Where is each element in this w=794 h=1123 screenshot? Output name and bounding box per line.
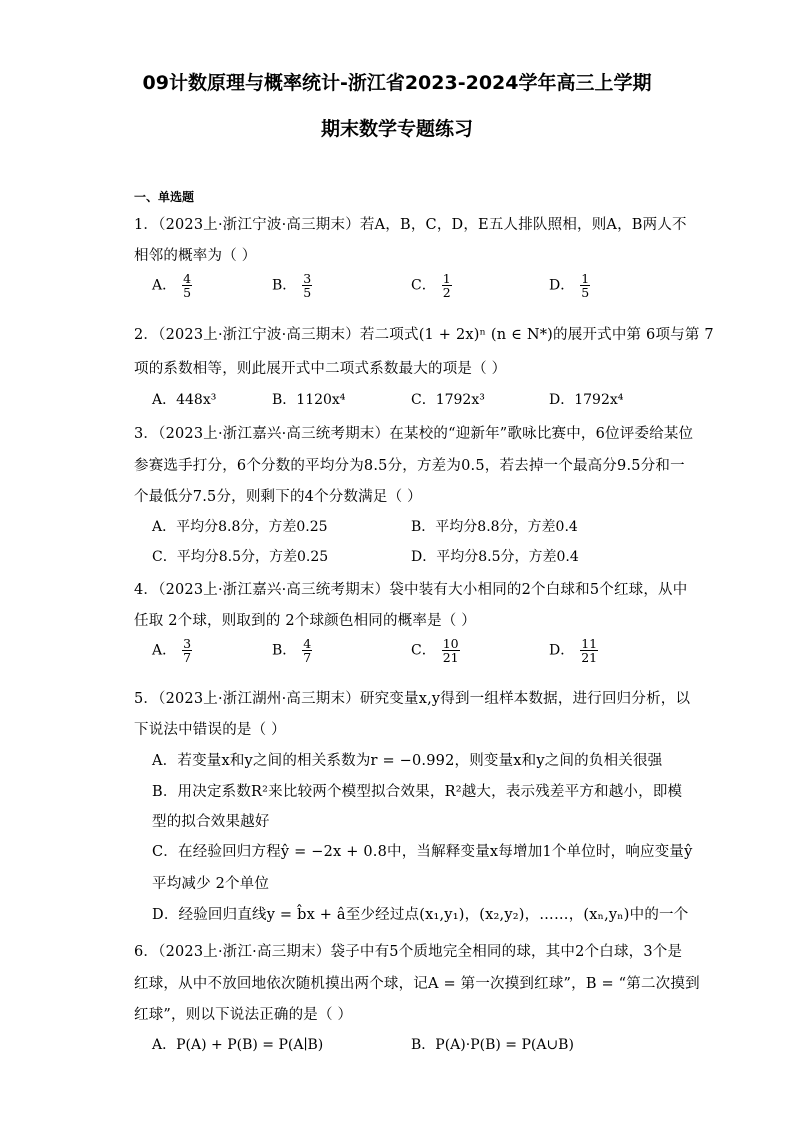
fraction [182, 637, 192, 664]
q4-option-d [549, 637, 598, 664]
q2-stem-line1: 2．（2023上·浙江宁波·高三期末）若二项式(1 + 2x)ⁿ (n ∈ N*)的展开式中第 6项与第 7 [134, 327, 714, 343]
numerator: 1 [442, 271, 451, 286]
q5-option-c-line1: C．在经验回归方程ŷ = −2x + 0.8中，当解释变量x每增加1个单位时，响应变量ŷ [152, 844, 693, 860]
option-letter: C． [411, 642, 436, 659]
q3-stem-line3: 个最低分7.5分，则剩下的4个分数满足（ ） [134, 489, 422, 505]
fraction [580, 637, 598, 664]
option-letter: B． [272, 642, 297, 659]
fraction [302, 272, 312, 299]
option-letter: C． [411, 277, 436, 294]
q3-option-a: A．平均分8.8分，方差0.25 [152, 519, 328, 535]
option-letter: D． [549, 277, 575, 294]
q3-stem-line1: 3．（2023上·浙江嘉兴·高三统考期末）在某校的“迎新年”歌咏比赛中，6位评委给某位 [134, 426, 694, 442]
q3-option-c: C．平均分8.5分，方差0.25 [152, 549, 329, 565]
q4-option-c [411, 637, 460, 664]
q5-stem-line2: 下说法中错误的是（ ） [134, 722, 286, 738]
q5-option-c-line2: 平均减少 2个单位 [152, 876, 270, 892]
q6-option-a: A．P(A) + P(B) = P(A∣B) [152, 1037, 324, 1053]
q6-stem-line3: 红球”，则以下说法正确的是（ ） [134, 1007, 353, 1023]
q1-option-c [411, 272, 452, 299]
q1-option-b [272, 272, 312, 299]
numerator: 3 [183, 636, 192, 651]
q4-stem-line1: 4．（2023上·浙江嘉兴·高三统考期末）袋中装有大小相同的2个白球和5个红球，从中 [134, 582, 688, 598]
denominator: 5 [303, 285, 312, 301]
page-title-line2: 期末数学专题练习 [320, 118, 473, 140]
q4-option-a [152, 637, 192, 664]
option-letter: A． [152, 642, 177, 659]
q3-stem-line2: 参赛选手打分，6个分数的平均分为8.5分，方差为0.5，若去掉一个最高分9.5分和一 [134, 458, 685, 474]
numerator: 3 [303, 271, 312, 286]
denominator: 7 [183, 650, 192, 666]
denominator: 7 [303, 650, 312, 666]
q4-option-b [272, 637, 312, 664]
denominator: 5 [581, 285, 590, 301]
q1-option-d [549, 272, 590, 299]
page-title-line1: 09计数原理与概率统计-浙江省2023-2024学年高三上学期 [142, 72, 652, 94]
fraction [182, 272, 192, 299]
q3-option-b: B．平均分8.8分，方差0.4 [411, 519, 578, 535]
denominator: 21 [581, 650, 598, 666]
section-heading: 一、单选题 [134, 190, 195, 204]
numerator: 11 [581, 636, 598, 651]
option-letter: D． [549, 642, 575, 659]
q1-stem-line1: 1．（2023上·浙江宁波·高三期末）若A，B，C，D，E五人排队照相，则A，B两人不 [134, 217, 687, 233]
fraction [442, 272, 452, 299]
q5-option-d: D．经验回归直线y = b̂x + â至少经过点(x₁,y₁)，(x₂,y₂)，……，(xₙ,yₙ)中的一个 [152, 907, 689, 923]
q4-stem-line2: 任取 2个球，则取到的 2个球颜色相同的概率是（ ） [134, 613, 476, 629]
option-letter: B． [272, 277, 297, 294]
q5-stem-line1: 5．（2023上·浙江湖州·高三期末）研究变量x,y得到一组样本数据，进行回归分析，以 [134, 691, 691, 707]
fraction [442, 637, 460, 664]
denominator: 21 [442, 650, 459, 666]
fraction [580, 272, 590, 299]
q2-stem-line2: 项的系数相等，则此展开式中二项式系数最大的项是（ ） [134, 361, 507, 377]
q2-option-c: C．1792x³ [411, 392, 485, 408]
fraction [302, 637, 312, 664]
q5-option-a: A．若变量x和y之间的相关系数为r = −0.992，则变量x和y之间的负相关很强 [152, 753, 663, 769]
numerator: 1 [581, 271, 590, 286]
q6-stem-line2: 红球，从中不放回地依次随机摸出两个球，记A = 第一次摸到红球”，B = “第二次摸到 [134, 976, 700, 992]
q5-option-b-line1: B．用决定系数R²来比较两个模型拟合效果，R²越大，表示残差平方和越小，即模 [152, 784, 683, 800]
q6-stem-line1: 6．（2023上·浙江·高三期末）袋子中有5个质地完全相同的球，其中2个白球，3个是 [134, 944, 683, 960]
q1-option-a [152, 272, 192, 299]
numerator: 4 [303, 636, 312, 651]
numerator: 10 [442, 636, 459, 651]
q2-option-b: B．1120x⁴ [272, 392, 346, 408]
option-letter: A． [152, 277, 177, 294]
q5-option-b-line2: 型的拟合效果越好 [152, 814, 270, 830]
q6-option-b: B．P(A)·P(B) = P(A∪B) [411, 1037, 574, 1053]
q1-stem-line2: 相邻的概率为（ ） [134, 248, 257, 264]
q2-option-d: D．1792x⁴ [549, 392, 624, 408]
q2-option-a: A．448x³ [152, 392, 217, 408]
denominator: 2 [442, 285, 451, 301]
denominator: 5 [183, 285, 192, 301]
numerator: 4 [183, 271, 192, 286]
q3-option-d: D．平均分8.5分，方差0.4 [411, 549, 579, 565]
